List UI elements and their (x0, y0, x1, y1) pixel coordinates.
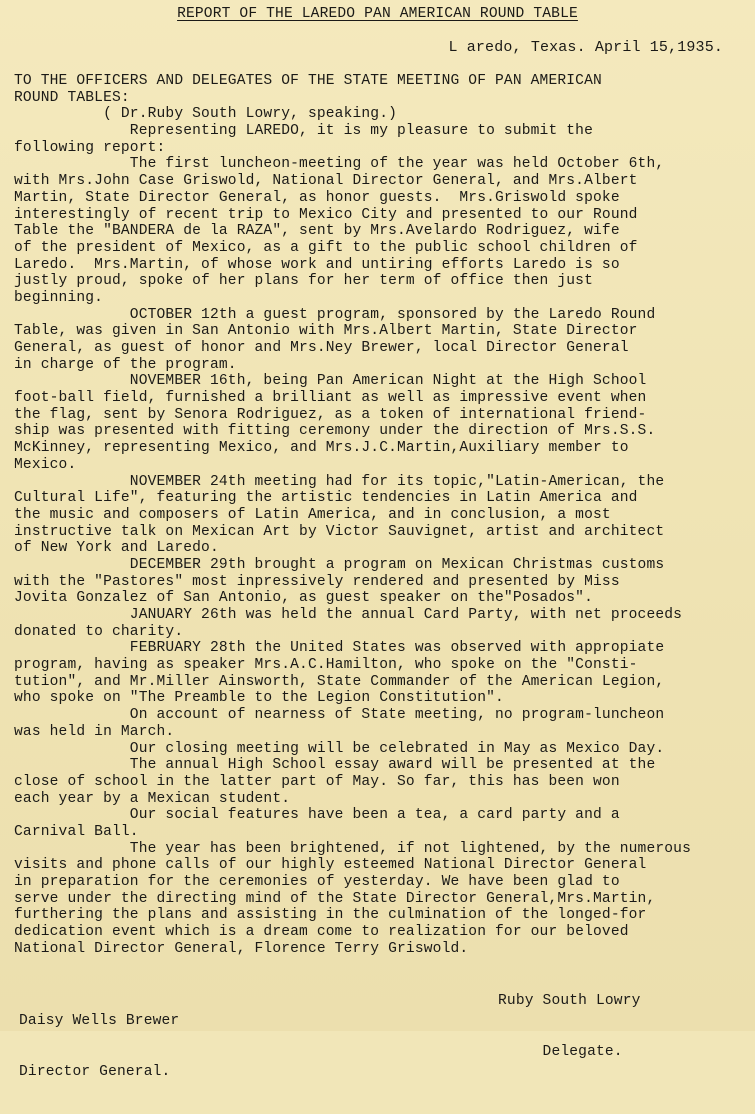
body-line: Carnival Ball. (14, 823, 139, 840)
body-line: The first luncheon-meeting of the year was held October 6th, (14, 156, 665, 173)
body-line: JANUARY 26th was held the annual Card Party, with net proceeds (14, 607, 683, 623)
body-line: FEBRUARY 28th the United States was observed with appropiate (14, 640, 665, 657)
report-body (14, 73, 749, 957)
body-line: beginning. (14, 289, 104, 306)
body-line: dedication event which is a dream come to realization for our beloved (14, 924, 629, 941)
body-line: Table the "BANDERA de la RAZA", sent by Mrs.Avelardo Rodriguez, wife (14, 223, 620, 240)
body-line: serve under the directing mind of the State Director General,Mrs.Martin, (14, 890, 656, 907)
body-line: the flag, sent by Senora Rodriguez, as a token of international friend- (14, 406, 647, 423)
body-line: donated to charity. (14, 623, 184, 640)
body-line: interestingly of recent trip to Mexico City and presented to our Round (14, 206, 638, 223)
body-line: was held in March. (14, 723, 175, 740)
body-line: the music and composers of Latin America, and in conclusion, a most (14, 506, 611, 523)
body-line: The annual High School essay award will be presented at the (14, 757, 656, 774)
document-title: REPORT OF THE LAREDO PAN AMERICAN ROUND TABLE (177, 6, 578, 22)
body-line: each year by a Mexican student. (14, 790, 291, 807)
body-line: with the "Pastores" most inpressively rendered and presented by Miss (14, 573, 620, 590)
body-line: General, as guest of honor and Mrs.Ney Brewer, local Director General (14, 340, 629, 356)
body-line: On account of nearness of State meeting, no program-luncheon (14, 707, 665, 724)
body-line: foot-ball field, furnished a brilliant as well as impressive event when (14, 390, 647, 407)
body-line: NOVEMBER 16th, being Pan American Night at the High School (14, 373, 647, 390)
signature-role: Director General. (19, 1063, 171, 1080)
body-line: ( Dr.Ruby South Lowry, speaking.) (14, 106, 398, 123)
body-line: Our closing meeting will be celebrated in May as Mexico Day. (14, 740, 665, 757)
body-line: who spoke on "The Preamble to the Legion Constitution". (14, 690, 504, 707)
body-line: instructive talk on Mexican Art by Victor Sauvignet, artist and architect (14, 523, 665, 540)
body-line: Table, was given in San Antonio with Mrs.Albert Martin, State Director (14, 323, 638, 340)
body-line: ROUND TABLES: (14, 89, 130, 106)
body-line: ship was presented with fitting ceremony under the direction of Mrs.S.S. (14, 423, 656, 440)
body-line: Our social features have been a tea, a card party and a (14, 807, 620, 824)
body-line: McKinney, representing Mexico, and Mrs.J.C.Martin,Auxiliary member to (14, 440, 629, 457)
body-line: program, having as speaker Mrs.A.C.Hamilton, who spoke on the "Consti- (14, 657, 638, 674)
body-line: of New York and Laredo. (14, 540, 219, 557)
body-line: in preparation for the ceremonies of yesterday. We have been glad to (14, 874, 620, 890)
body-line: Representing LAREDO, it is my pleasure to submit the (14, 123, 593, 140)
body-line: Laredo. Mrs.Martin, of whose work and untiring efforts Laredo is so (14, 256, 620, 273)
body-line: tution", and Mr.Miller Ainsworth, State Commander of the American Legion, (14, 673, 665, 690)
body-line: DECEMBER 29th brought a program on Mexican Christmas customs (14, 556, 665, 573)
body-line: The year has been brightened, if not lightened, by the numerous (14, 840, 691, 857)
body-line: NOVEMBER 24th meeting had for its topic,"Latin-American, the (14, 473, 665, 490)
body-line: furthering the plans and assisting in the culmination of the longed-for (14, 907, 647, 924)
body-line: OCTOBER 12th a guest program, sponsored by the Laredo Round (14, 306, 656, 323)
body-line: TO THE OFFICERS AND DELEGATES OF THE STATE MEETING OF PAN AMERICAN (14, 73, 602, 89)
body-line: Martin, State Director General, as honor guests. Mrs.Griswold spoke (14, 189, 620, 206)
delegate-signature-block (498, 960, 641, 1094)
body-line: National Director General, Florence Terry Griswold. (14, 940, 469, 957)
body-line: Cultural Life", featuring the artistic tendencies in Latin America and (14, 490, 638, 507)
signature-name: Ruby South Lowry (498, 993, 641, 1010)
dateline: L aredo, Texas. April 15,1935. (448, 39, 723, 56)
body-line: Jovita Gonzalez of San Antonio, as guest speaker on the"Posados". (14, 590, 593, 607)
body-line: close of school in the latter part of May. So far, this has been won (14, 773, 620, 790)
body-line: visits and phone calls of our highly esteemed National Director General (14, 857, 647, 874)
body-line: Mexico. (14, 456, 77, 473)
body-line: following report: (14, 139, 166, 156)
body-line: justly proud, spoke of her plans for her term of office then just (14, 273, 593, 290)
body-line: in charge of the program. (14, 356, 237, 373)
director-signature-block (19, 980, 179, 1114)
signature-name: Daisy Wells Brewer (19, 1013, 180, 1030)
body-line: with Mrs.John Case Griswold, National Director General, and Mrs.Albert (14, 173, 638, 190)
signature-role: Delegate. (498, 1043, 623, 1060)
body-line: of the president of Mexico, as a gift to the public school children of (14, 239, 638, 256)
